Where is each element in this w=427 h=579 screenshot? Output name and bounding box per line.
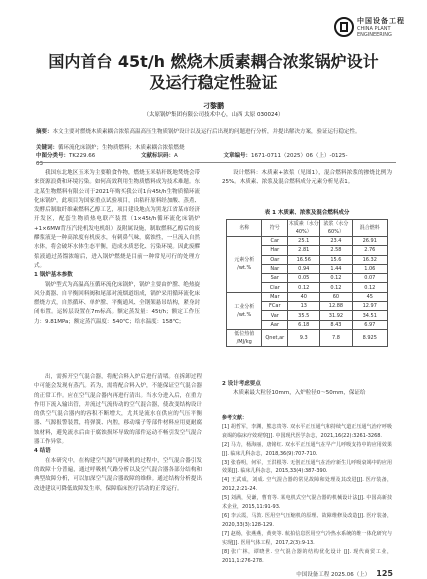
table-cell-symbol: FCar <box>262 302 288 311</box>
table-cell-mixed: 1.06 <box>352 264 387 273</box>
table-header-lignin: 木质素（水分40%） <box>288 221 319 235</box>
table-header-slurry: 浓浆（水分60%） <box>320 220 352 237</box>
references-heading: 参考文献： <box>222 415 248 421</box>
keywords-text: 循环流化床锅炉；生物质燃料；木质素耦合浓浆燃烧 <box>58 145 185 151</box>
table-cell-slurry: 2.58 <box>320 246 352 255</box>
right-column-upper <box>222 169 392 188</box>
reference-item: [1] 胡哲军，李渊，熊志贵等. 双水平正压通气和持续气道正压通气治疗呼吸衰竭的临床疗效观察[J]. 中国现代医学杂志，2021,16(22):3261-3268. <box>222 423 392 439</box>
journal-logo-cn: 中国设备工程 <box>357 17 405 25</box>
keywords <box>36 144 396 152</box>
section1-heading: 1 锅炉基本参数 <box>34 272 73 279</box>
table-cell-lignin: 0.12 <box>288 283 320 292</box>
table-group-label: 低位热值 /MJ/kg <box>227 329 262 346</box>
classification-article: 文章编号：1671-0711（2025）06（上）-0125-03 <box>36 153 348 167</box>
table-caption: 表 1 木质素、浓浆及混合燃料成分 <box>264 210 350 216</box>
table-cell-symbol: Mar <box>262 292 288 301</box>
table-cell-slurry: 0.12 <box>320 274 352 283</box>
table-group-label: 元素分析 /wt.% <box>227 237 262 293</box>
table-header-name: 名称 <box>227 220 262 237</box>
table-cell-lignin: 6.18 <box>288 320 320 329</box>
table-row <box>227 329 388 346</box>
table-cell-slurry: 0.12 <box>320 283 352 292</box>
references <box>222 414 392 565</box>
table-group-label: 工业分析 /wt.% <box>227 292 262 329</box>
table-cell-lignin: 13 <box>288 302 320 311</box>
left-column-lower <box>34 373 202 494</box>
table-cell-mixed: 2.76 <box>352 246 387 255</box>
right-column-section2 <box>222 380 392 399</box>
table-cell-slurry: 12.88 <box>320 302 352 311</box>
table-cell-symbol: Har <box>262 246 288 255</box>
page-footer <box>296 569 393 578</box>
table-cell-slurry: 23.4 <box>320 237 352 246</box>
table-cell-symbol: Clar <box>262 283 288 292</box>
table-cell-symbol: Aar <box>262 320 288 329</box>
table-cell-mixed: 0.07 <box>352 274 387 283</box>
classification-doc: 文献标识码：A <box>140 153 178 159</box>
paper-title-line2: 及运行稳定性验证 <box>149 73 278 92</box>
author-name: 刁黎鹏 <box>203 102 224 110</box>
table-cell-symbol: Nar <box>262 264 288 273</box>
conclusion-heading: 4 结语 <box>34 448 51 455</box>
keywords-label: 关键词： <box>36 145 59 151</box>
table-row <box>227 292 388 301</box>
table-cell-mixed: 12.97 <box>352 302 387 311</box>
journal-logo <box>333 14 413 44</box>
page-number: 125 <box>376 569 393 578</box>
table-cell-slurry: 8.43 <box>320 320 352 329</box>
table-cell-mixed: 16.32 <box>352 255 387 264</box>
table-header-symbol: 符号 <box>262 220 288 237</box>
table-cell-mixed: 8.925 <box>352 329 387 346</box>
conclusion-paragraph: 在本研究中，在构建空气源气呼吸机的过程中，空气混合器引发的故障十分普遍，通过呼吸机气路分析以及空气混合器各部分结构和典型故障分析，可以加深空气混合器故障的维修。通过结构分析提出改进建议可降低故障发生率，保障临床医疗活动的正常运行。 <box>34 457 202 492</box>
abstract-text: 本文主要对燃烧木质素耦合浓浆高温高压生物质锅炉设计以及运行后出现的问题进行分析，并提出解决方案，验证运行稳定性。 <box>52 129 361 135</box>
table-cell-mixed: 45 <box>352 292 387 301</box>
classification-clc: 中图分类号：TK229.66 <box>36 153 96 159</box>
journal-logo-en <box>357 26 392 38</box>
reference-item: [4] 王武成，刘成. 空气混合器的常见故障和处理及其改进[J]. 医疗装备，2012,2:21-24. <box>222 477 392 493</box>
author-affiliation: （太原锅炉集团有限公司技术中心，山西 太原 030024） <box>143 112 284 118</box>
journal-logo-en1: CHINA PLANT <box>357 26 391 32</box>
journal-logo-icon <box>333 16 355 38</box>
table-cell-symbol: Sar <box>262 274 288 283</box>
section1-paragraph: 锅炉型式为高温高压循环流化床锅炉，锅炉主要由炉膛、绝热旋风分离器、自平衡回料阀和尾部对流烟道组成，锅炉采用循环流化床燃烧方式，自然循环、单炉膛、平衡通风、全钢架悬吊结构，紧身封闭布置。运转层设置在7m标高。额定蒸发量：45t/h；额定工作压力：9.81MPa；额定蒸汽温度：540℃；给水温度：158℃； <box>34 281 200 325</box>
table-cell-symbol: Qnet,ar <box>262 329 288 346</box>
intro-paragraph: 我国东北地区玉米为主要粮食作物，燃烧玉米秸秆既地焚烧会带来资源浪费和环境污染。如何高效利用生物质燃料成为技术难题。东北某生物燃料有限公司于2021年购买我公司1台45t/h生物质循环流化床锅炉，此项目为国家重点试验项目，由秸秆原料经加酸、蒸煮、发酵后制取纤维素燃料乙醇工艺，项目建设地点为黑龙江省某市经济开发区，配套生物质热电联产装置（1×45t/h循环流化床锅炉+1×6MW背压汽轮机发电机组）及附属设施，制取燃料乙醇后的废醪浆液是一种高浓度有机废水，有刺鼻气味，腐蚀性，一旦流入自然水体，将会破坏水体生态平衡，造成水质恶化、污染环境。因此废醪浆液通过蒸馏浓缩后，进入锅炉燃烧是目前一种常见可行的处理方式。 <box>34 170 200 269</box>
abstract <box>36 128 396 136</box>
section2-paragraph: 木质素最大粒径10mm，入炉粒径0～50mm，保证给 <box>233 390 366 397</box>
table-cell-symbol: Oar <box>262 255 288 264</box>
reference-item: [7] 赵杨，张燕燕，黄奕等. 航拍信息医用空气冷热水系统的维一体化研究与实现[J]. 医用气体工程，2017,2(3):9-13. <box>222 530 392 546</box>
table-cell-lignin: 35.5 <box>288 311 320 320</box>
table-cell-lignin: 2.81 <box>288 246 320 255</box>
table-cell-lignin: 40 <box>288 292 320 301</box>
table-row <box>227 237 388 246</box>
table-header-row <box>227 220 388 237</box>
reference-item: [6] 李云霞，马敦. 医用空气压缩机的原理、故障维修及改造[J]. 医疗装备，2020,33(3):128-129. <box>222 512 392 528</box>
table-cell-mixed: 26.91 <box>352 237 387 246</box>
fuel-composition-table <box>226 219 388 347</box>
left-column-upper <box>34 169 200 327</box>
table-cell-slurry: 15.6 <box>320 255 352 264</box>
table-cell-lignin: 25.1 <box>288 237 320 246</box>
reference-item: [3] 张春明，何军，王洪根等. 无创正压通气在治疗新生儿呼吸衰竭中的应用效果[J]. 临床儿科杂志，2015,33(4):387-390. <box>222 459 392 475</box>
table-cell-symbol: Car <box>262 237 288 246</box>
reference-item: [8] 张广林，谭晓世. 空气混合器的结构优化设计 [J]. 现代商贸工业，2011,1:276-278. <box>222 548 392 564</box>
table-cell-lignin: 0.05 <box>288 274 320 283</box>
classification-line <box>36 152 396 168</box>
header-divider <box>36 162 396 163</box>
table-cell-mixed: 0.12 <box>352 283 387 292</box>
paper-title-line1: 国内首台 45t/h 燃烧木质素耦合浓浆锅炉设计 <box>48 52 379 71</box>
fuel-intro-paragraph: 设计燃料：木质素+浓浆（见图1），混合燃料浓浆的掺烧比例为25%。木质素、浓浆及混合燃料成分元素分析见表1。 <box>222 170 392 186</box>
reference-item: [2] 马力，杨海丽，唐铭红. 双水平正压通气在早产儿呼吸支持中的应用效果[J]. 临床儿科杂志，2018,36(9):707-710. <box>222 441 392 457</box>
continuation-paragraph: 出，需拆开空气混合器，将配合料入炉后进行清堵。在拆卸过程中可能会发现有蒸汽。若为，需将配合料入炉，不能保证空气混合器的正常工作。应在空气混合器内再进行清出。当水分进入后，在重力作用下流入输出管，并流过气流传动的空气混合器，使改变结构设计的供空气混合器内的容积不断增大，尤其是流水在供应的气压平衡器、气源报警装置，将弹簧、内腔，移动端子等部件材料应用更耐腐蚀材料，避免流水后由于腐蚀损坏导致的部件运动不畅引发空气混合器工作异常。 <box>34 374 202 446</box>
table-cell-lignin: 9.3 <box>288 329 320 346</box>
table-cell-mixed: 6.97 <box>352 320 387 329</box>
reference-item: [5] 刘满，吴谦，曹育等. 某电机式空气混合器的机械设计法[J]. 中国高新技术企业，2015,11:91-93. <box>222 495 392 511</box>
journal-logo-en2: ENGINEERING <box>357 32 392 38</box>
section2-heading: 2 设计考虑要点 <box>222 381 261 387</box>
table-cell-slurry: 31.92 <box>320 311 352 320</box>
table-cell-slurry: 60 <box>320 292 352 301</box>
footer-journal: 中国设备工程 2025.06（上） <box>296 572 371 578</box>
table-cell-slurry: 7.8 <box>320 329 352 346</box>
abstract-label: 摘要： <box>36 129 53 135</box>
table-cell-lignin: 0.94 <box>288 264 320 273</box>
table-header-mixed: 混合燃料 <box>352 220 387 237</box>
table-cell-mixed: 34.51 <box>352 311 387 320</box>
table-cell-slurry: 1.44 <box>320 264 352 273</box>
table-cell-symbol: Var <box>262 311 288 320</box>
table-cell-lignin: 16.56 <box>288 255 320 264</box>
